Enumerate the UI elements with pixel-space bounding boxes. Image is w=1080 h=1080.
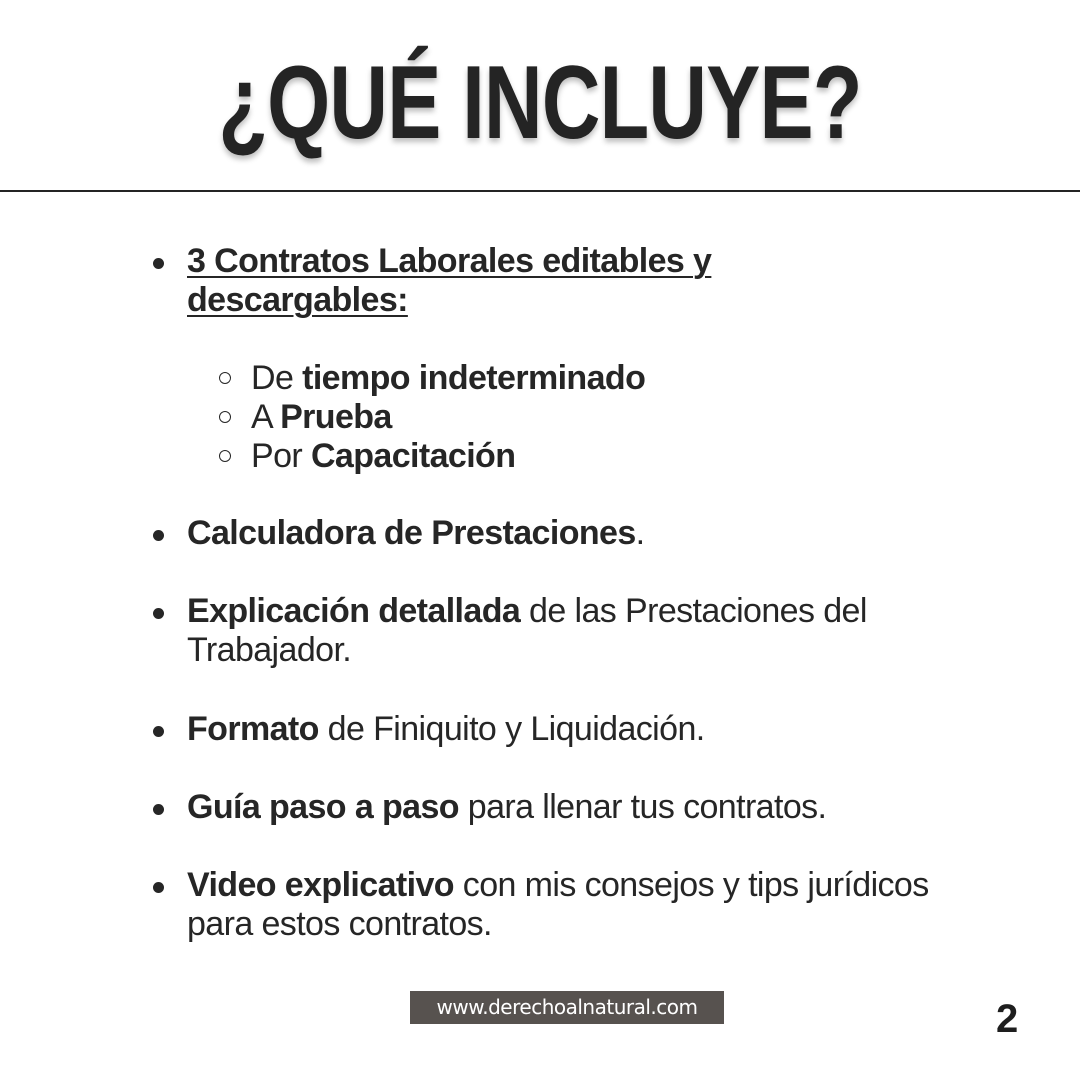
subitem-bold: Prueba — [280, 398, 392, 436]
bullet-icon — [153, 804, 164, 815]
subitem-bold: tiempo indeterminado — [302, 359, 646, 397]
subitem-indeterminado: De tiempo indeterminado — [251, 359, 645, 398]
list-item-video: Video explicativo con mis consejos y tips jurídicos para estos contratos. — [187, 866, 947, 944]
list-item-formato: Formato de Finiquito y Liquidación. — [187, 710, 1017, 749]
subitem-bold: Capacitación — [310, 437, 516, 475]
hollow-bullet-icon — [219, 450, 231, 462]
list-item-contracts — [187, 242, 827, 320]
page-title: ¿QUÉ INCLUYE? — [218, 45, 862, 161]
subitem-capacitacion: Por Capacitación — [251, 437, 515, 476]
list-item-explicacion: Explicación detallada de las Prestaciones del Trabajador. — [187, 592, 1017, 670]
bullet-icon — [153, 726, 164, 737]
bullet-icon — [153, 608, 164, 619]
bullet-icon — [153, 258, 164, 269]
list-item-guia: Guía paso a paso para llenar tus contratos. — [187, 788, 1017, 827]
list-item-text: 3 Contratos Laborales editables y descargables: — [187, 242, 712, 319]
hollow-bullet-icon — [219, 372, 231, 384]
website-url-link[interactable]: www.derechoalnatural.com — [410, 991, 724, 1024]
subitem-prueba: A Prueba — [251, 398, 392, 437]
hollow-bullet-icon — [219, 411, 231, 423]
page-number: 2 — [996, 997, 1019, 1041]
bullet-icon — [153, 530, 164, 541]
bullet-icon — [153, 882, 164, 893]
title-divider — [0, 190, 1080, 192]
list-item-calculadora: Calculadora de Prestaciones. — [187, 514, 1017, 553]
